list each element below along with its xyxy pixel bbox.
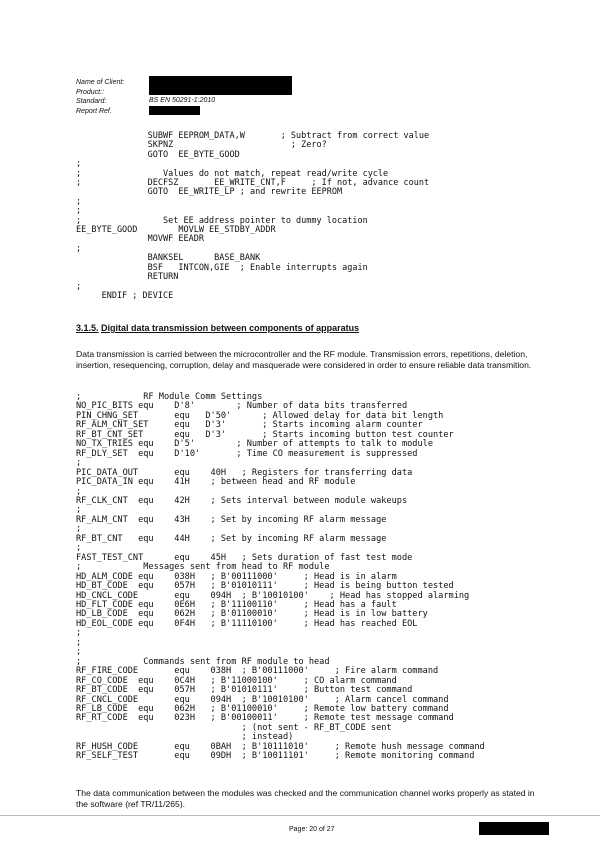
code-listing-rf-settings: ; RF Module Comm Settings NO_PIC_BITS equ D'8' ; Number of data bits transferred PIN_CHNG_SET equ D'50' ; Allowed delay for data bit length RF_ALM_CNT_SET equ D'3' ; Starts incoming alarm counter RF_BT_CNT_SET equ D'3' ; Starts incoming button test counter NO_TX_TRIES equ D'5' ; Number of attempts to talk to module RF_DLY_SET equ D'10' ; Time CO measurement is suppressed ; PIC_DATA_OUT equ 40H ; Registers for transferring data PIC_DATA_IN equ 41H ; between head and RF module ; RF_CLK_CNT equ 42H ; Sets interval between module wakeups ; RF_ALM_CNT equ 43H ; Set by incoming RF alarm message ; RF_BT_CNT equ 44H ; Set by incoming RF alarm message ; FAST_TEST_CNT equ 45H ; Sets duration of fast test mode ; Messages sent from head to RF module HD_ALM_CODE equ 038H ; B'00111000' ; Head is in alarm HD_BT_CODE equ 057H ; B'01010111' ; Head is being button tested HD_CNCL_CODE equ 094H ; B'10010100' ; Head has stopped alarming HD_FLT_CODE equ 0E6H ; B'11100110' ; Head has a fault HD_LB_CODE equ 062H ; B'01100010' ; Head is in low battery HD_EOL_CODE equ 0F4H ; B'11110100' ; Head has reached EOL ; ; ; ; Commands sent from RF module to head RF_FIRE_CODE equ 038H ; B'00111000' ; Fire alarm command RF_CO_CODE equ 0C4H ; B'11000100' ; CO alarm command RF_BT_CODE equ 057H ; B'01010111' ; Button test command RF_CNCL_CODE equ 094H ; B'10010100' ; Alarm cancel command RF_LB_CODE equ 062H ; B'01100010' ; Remote low battery command RF_RT_CODE equ 023H ; B'00100011' ; Remote test message command ; (not sent - RF_BT_CODE sent ; instead) RF_HUSH_CODE equ 0BAH ; B'10111010' ; Remote hush message command RF_SELF_TEST equ 09DH ; B'10011101' ; Remote monitoring command xyxy=(76,392,485,762)
section-title: Digital data transmission between components of apparatus xyxy=(101,323,360,333)
standard-value: BS EN 50291-1:2010 xyxy=(149,97,216,104)
section-number: 3.1.5. xyxy=(76,323,99,333)
page-number: Page: 20 of 27 xyxy=(289,826,335,833)
conclusion-paragraph: The data communication between the modules was checked and the communication channel works properly as stated in the software (ref TR/11/265). xyxy=(76,788,535,809)
redacted-report-ref xyxy=(149,106,200,115)
report-header xyxy=(76,78,124,116)
footer-divider xyxy=(0,815,600,816)
client-label: Name of Client: xyxy=(76,79,125,86)
standard-label: Standard: xyxy=(76,98,107,105)
redacted-footer xyxy=(479,822,549,835)
code-listing-eeprom: SUBWF EEPROM_DATA,W ; Subtract from correct value SKPNZ ; Zero? GOTO EE_BYTE_GOOD ; ; Values do not match, repeat read/write cycle ; DECFSZ EE_WRITE_CNT,F ; If not, advance count GOTO EE_WRITE_LP ; and rewrite EEPROM ; ; ; Set EE address pointer to dummy location EE_BYTE_GOOD MOVLW EE_STDBY_ADDR MOVWF EEADR ; BANKSEL BASE_BANK BSF INTCON,GIE ; Enable interrupts again RETURN ; ENDIF ; DEVICE xyxy=(76,131,430,301)
redacted-client-product xyxy=(149,76,292,95)
intro-paragraph: Data transmission is carried between the microcontroller and the RF module. Transmission errors, repetitions, deletion, insertion, resequencing, corruption, delay and masquerade were considered in order to ensure reliable data transmition. xyxy=(76,349,532,370)
report-ref-label: Report Ref. xyxy=(76,107,112,115)
section-heading xyxy=(76,323,359,333)
product-label: Product:: xyxy=(76,88,105,96)
